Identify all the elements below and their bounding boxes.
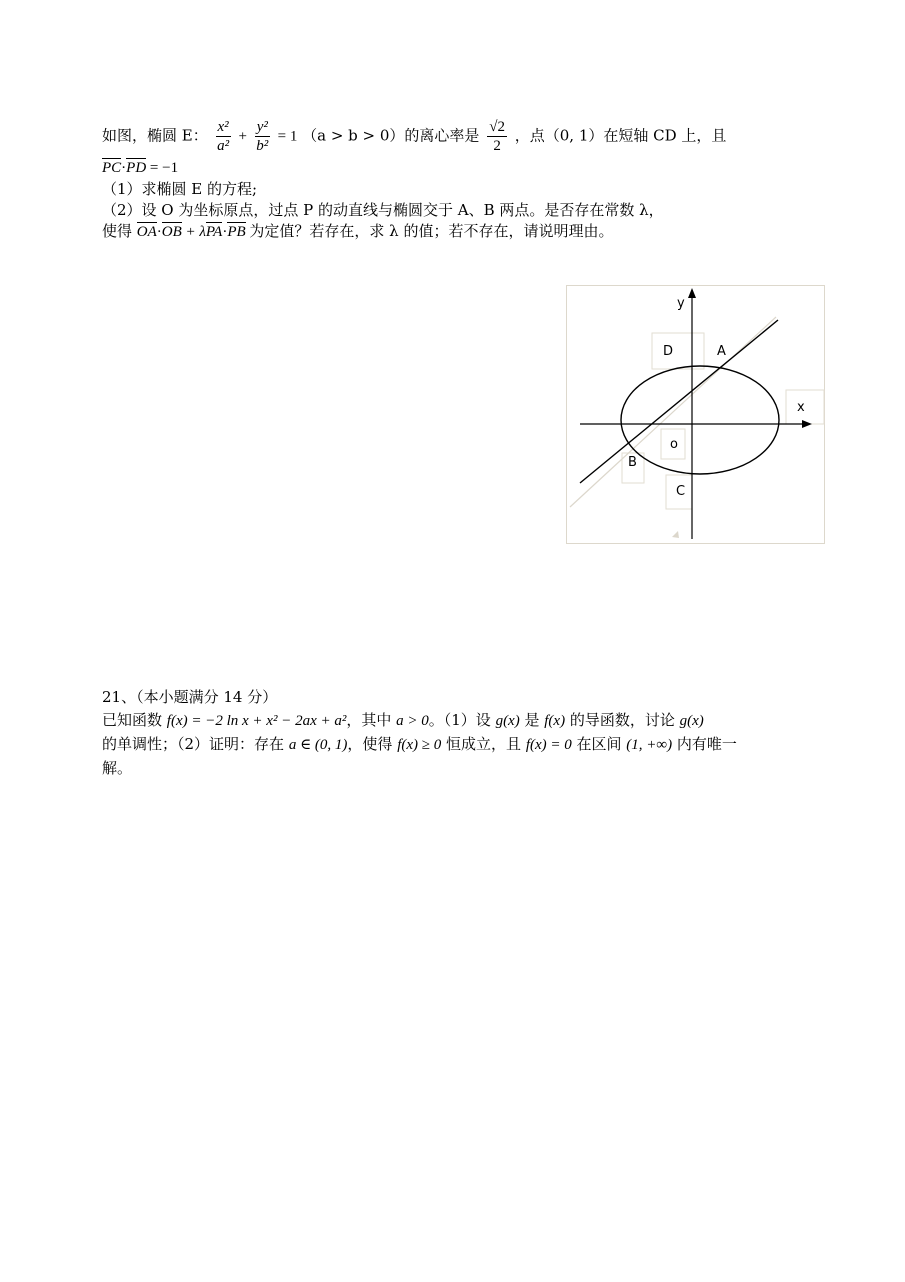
inequality: f(x) ≥ 0 xyxy=(397,737,442,753)
dot-operator: · xyxy=(121,160,127,176)
fraction-numerator: √2 xyxy=(489,119,505,135)
equals-one: = 1 xyxy=(277,128,298,145)
part-1-intro-text: 。（1）设 xyxy=(428,711,496,729)
g-of-x: g(x) xyxy=(679,713,704,729)
problem-intro-text: 如图，椭圆 E： xyxy=(102,126,208,145)
function-intro-text: 已知函数 xyxy=(102,711,167,729)
eccentricity-fraction xyxy=(487,118,507,155)
ellipse-figure xyxy=(566,285,825,544)
fraction-denominator: a² xyxy=(217,138,230,154)
fraction-x2-a2 xyxy=(216,118,231,155)
part-2-tail-text: 为定值？若存在，求 λ 的值；若不存在，请说明理由。 xyxy=(249,222,614,240)
vector-pa: PA xyxy=(205,224,223,240)
vector-oa: OA xyxy=(136,224,157,240)
problem-20-part-2-continued xyxy=(102,221,613,242)
part-2-intro-text: 的单调性；（2）证明：存在 xyxy=(102,735,289,753)
x-axis-arrow-icon xyxy=(802,420,812,428)
vector-pb: PB xyxy=(227,224,246,240)
point-a-label: A xyxy=(717,344,726,359)
derivative-text: 的导函数，讨论 xyxy=(565,711,680,729)
vector-ob: OB xyxy=(161,224,182,240)
problem-20-part-2: （2）设 O 为坐标原点，过点 P 的动直线与椭圆交于 A、B 两点。是否存在常数 λ， xyxy=(102,201,664,219)
fraction-denominator: b² xyxy=(256,138,269,154)
vector-pd: PD xyxy=(126,160,147,176)
connector-text: ，使得 xyxy=(347,735,398,753)
eccentricity-condition-text: （a > b > 0）的离心率是 xyxy=(302,126,480,145)
fraction-y2-b2 xyxy=(255,118,270,155)
fraction-numerator: y² xyxy=(256,119,268,135)
origin-label: o xyxy=(670,437,678,452)
function-definition: f(x) = −2 ln x + x² − 2ax + a² xyxy=(166,713,347,729)
fraction-numerator: x² xyxy=(217,119,229,135)
plus-sign: + xyxy=(238,128,247,145)
g-of-x: g(x) xyxy=(495,713,520,729)
connector-text: 恒成立，且 xyxy=(441,735,526,753)
point-d-label: D xyxy=(663,344,674,359)
f-of-x: f(x) xyxy=(544,713,566,729)
part-2-lead-text: 使得 xyxy=(102,222,133,240)
parameter-condition: a > 0 xyxy=(396,713,429,729)
problem-20-part-1: （1）求椭圆 E 的方程; xyxy=(102,180,258,198)
equation-rhs: = −1 xyxy=(146,160,179,176)
plus-lambda: + λ xyxy=(181,224,206,240)
x-axis-label: x xyxy=(797,400,805,415)
y-axis-label: y xyxy=(677,296,685,311)
problem-21-line-1 xyxy=(102,710,704,731)
faint-marker-icon xyxy=(672,531,679,538)
label-box-x xyxy=(786,390,824,424)
equation: f(x) = 0 xyxy=(525,737,572,753)
problem-20-line-2 xyxy=(102,158,178,178)
problem-21-heading: 21、（本小题满分 14 分） xyxy=(102,688,278,706)
interval: (1, +∞) xyxy=(626,737,673,753)
problem-21-line-3: 解。 xyxy=(102,759,133,777)
vector-pc: PC xyxy=(102,160,122,176)
y-axis-arrow-icon xyxy=(688,288,696,298)
label-box-d-a xyxy=(652,333,704,369)
point-condition-text: ，点（0, 1）在短轴 CD 上，且 xyxy=(514,126,727,145)
problem-21-line-2 xyxy=(102,734,737,755)
dot-operator: · xyxy=(156,224,162,240)
connector-text: 在区间 xyxy=(571,735,627,753)
ellipse-curve xyxy=(621,366,779,474)
unique-solution-text: 内有唯一 xyxy=(672,735,737,753)
fraction-denominator: 2 xyxy=(493,138,501,154)
where-text: ，其中 xyxy=(346,711,397,729)
connector-text: 是 xyxy=(519,711,545,729)
point-c-label: C xyxy=(676,484,686,499)
point-b-label: B xyxy=(628,455,637,470)
dot-operator: · xyxy=(222,224,228,240)
problem-20-line-1 xyxy=(102,118,726,155)
parameter-range: a ∈ (0, 1) xyxy=(288,737,348,753)
